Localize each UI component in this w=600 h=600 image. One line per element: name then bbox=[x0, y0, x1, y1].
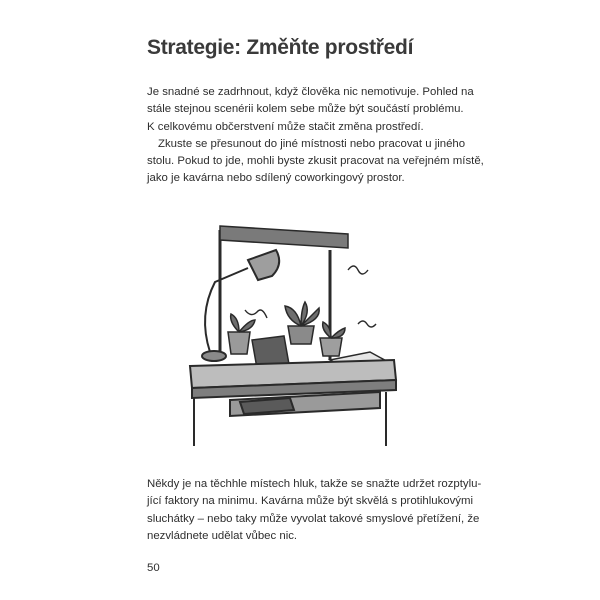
text-line: nezvládnete udělat vůbec nic. bbox=[147, 529, 298, 542]
text-line: Je snadné se zadrhnout, když člověka nic nemotivuje. Pohled na bbox=[147, 86, 474, 98]
desk bbox=[190, 360, 396, 446]
text-line: Zkuste se přesunout do jiné místnosti nebo pracovat u jiného bbox=[158, 137, 466, 150]
squiggle-line bbox=[348, 266, 368, 274]
page-number: 50 bbox=[147, 562, 160, 574]
text-line: jako je kavárna nebo sdílený coworkingový prostor. bbox=[147, 172, 405, 185]
squiggle-line bbox=[358, 321, 376, 327]
desk-illustration bbox=[180, 220, 410, 450]
text-line: sluchátky – nebo taky může vyvolat takové smyslové přetížení, že bbox=[147, 512, 480, 525]
text-line: stolu. Pokud to jde, mohli byste zkusit pracovat na veřejném místě, bbox=[147, 155, 484, 168]
text-line: stále stejnou scenérii kolem sebe může být součástí problému. bbox=[147, 103, 464, 116]
text-line: K celkovému občerstvení může stačit změna prostředí. bbox=[147, 120, 424, 133]
page-title: Strategie: Změňte prostředí bbox=[147, 36, 414, 59]
text-line: Někdy je na těchhle místech hluk, takže se snažte udržet rozptylu- bbox=[147, 478, 482, 490]
plant-pot-right bbox=[320, 322, 345, 356]
plant-pot-left bbox=[228, 314, 255, 354]
body-text-bottom bbox=[147, 476, 482, 545]
text-line: jící faktory na minimu. Kavárna může být skvělá s protihlukovými bbox=[147, 495, 474, 508]
window-blind bbox=[220, 226, 348, 248]
plant-pot-center bbox=[285, 302, 319, 344]
squiggle-line bbox=[245, 310, 267, 318]
body-text-top bbox=[147, 84, 484, 188]
